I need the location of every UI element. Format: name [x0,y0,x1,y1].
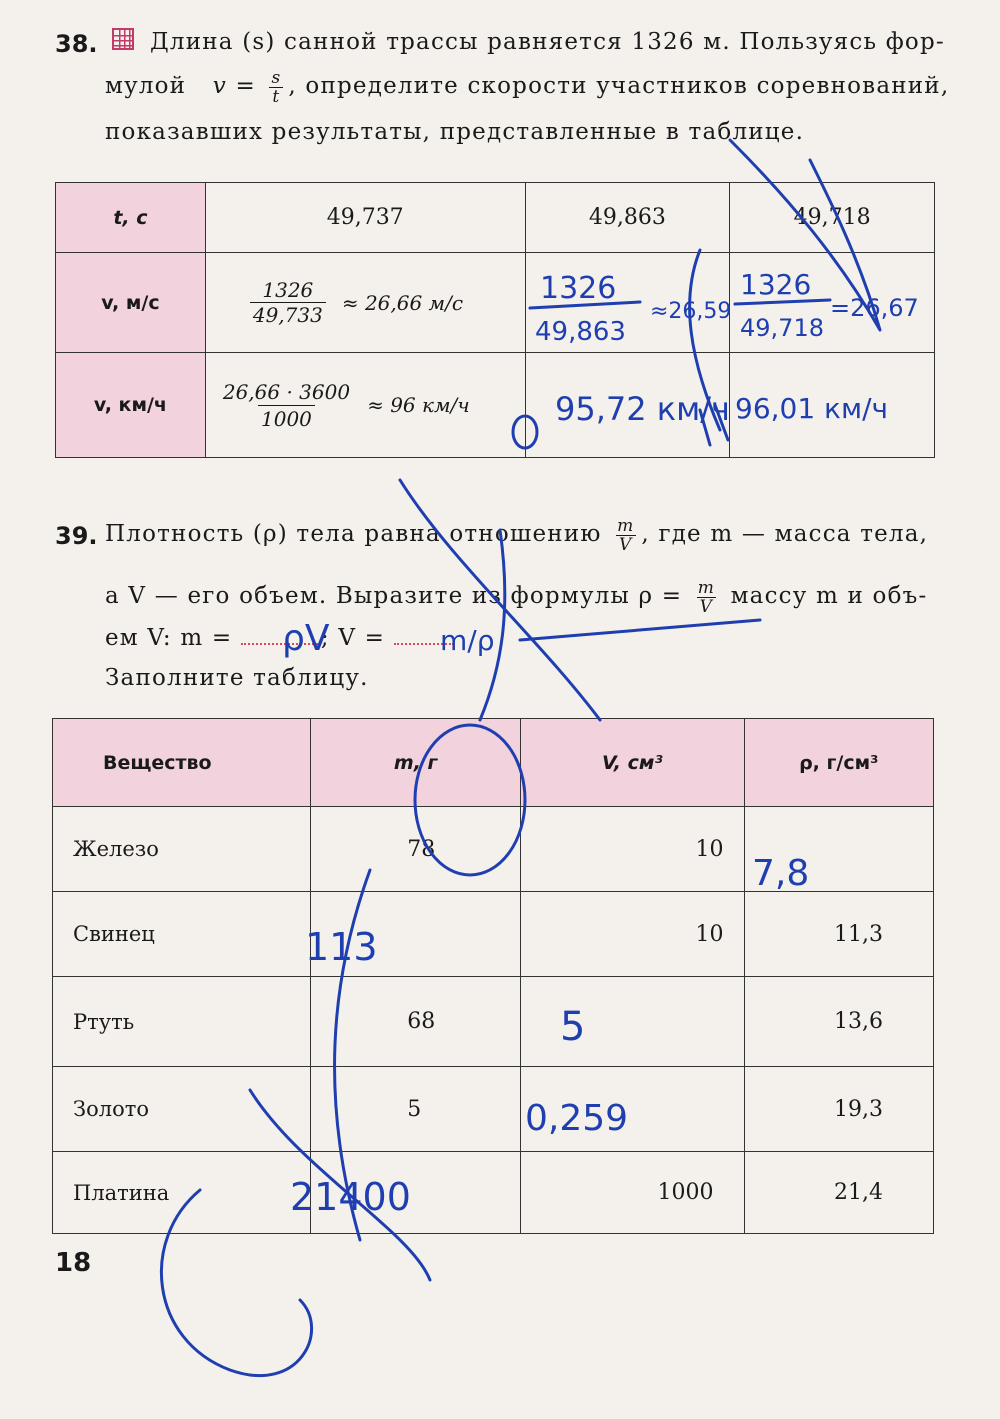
hw-kmh2: 95,72 км/ч [555,390,730,428]
substance-mercury: Ртуть [53,977,311,1067]
hw-mercury-volume: 5 [560,1004,586,1050]
formula-num: s [271,67,282,88]
density-fraction-2 [695,579,718,616]
substance-lead: Свинец [53,892,311,977]
table-row [53,1152,934,1234]
hw-ms3-result: =26,67 [830,294,919,322]
example-ms-cell [205,253,525,353]
hw-platinum-mass: 21400 [290,1175,411,1219]
task-39-line-2 [105,576,927,616]
answer-ms-3-cell [730,253,935,353]
calculator-icon [112,28,134,50]
lead-density: 11,3 [744,892,933,977]
hw-ms2-num: 1326 [540,271,617,306]
formula-den: t [269,87,283,106]
example-kmh-result: ≈ 96 км/ч [367,393,470,417]
substance-gold: Золото [53,1067,311,1152]
mercury-volume [521,977,744,1067]
task-38-line-2-post: , определите скорости участников соревнований, [288,73,950,99]
hw-lead-mass: 113 [305,925,378,969]
task-38-line-3: показавших результаты, представленные в таблице. [105,119,805,145]
task-38-line-2 [105,66,949,106]
example-kmh-fraction [220,379,353,432]
table-row [53,977,934,1067]
example-ms-result: ≈ 26,66 м/с [341,290,464,315]
task-39-line-2-pre: а V — его объем. Выразите из формулы ρ = [105,583,683,609]
answer-kmh-3-cell [730,353,935,458]
hw-m-formula: ρV [282,618,330,659]
task-39-line-2-post: массу m и объ- [730,583,928,609]
task-39-line-1 [105,514,928,554]
example-kmh-cell [205,353,525,458]
row-label-speed-ms: v, м/с [101,291,160,314]
iron-density [744,807,933,892]
task-38-line-2-pre: мулой [105,73,187,99]
header-volume: V, см³ [602,751,663,774]
formula-v-lhs: v = [212,73,256,99]
example-ms-num: 1326 [262,278,314,302]
mercury-density: 13,6 [744,977,933,1067]
answer-ms-2-cell [525,253,730,353]
platinum-density: 21,4 [744,1152,933,1234]
density-header-row [53,719,934,807]
hw-ms3-num: 1326 [740,268,812,301]
scribble-horizontal [520,620,760,640]
answer-kmh-2-cell [525,353,730,458]
platinum-mass [311,1152,521,1234]
task-39-line-3-mid: ; V = [320,625,394,651]
example-kmh-num: 26,66 · 3600 [222,379,351,404]
mercury-mass: 68 [311,977,521,1067]
row-label-time: t, с [113,206,148,229]
header-density: ρ, г/см³ [799,751,879,774]
table-row [53,1067,934,1152]
t-value-1: 49,737 [205,183,525,253]
task-39-line-1-pre: Плотность (ρ) тела равна отношению [105,521,602,547]
row-speed-ms [56,253,935,353]
row-label-speed-kmh: v, км/ч [93,394,167,416]
m-answer-blank [241,623,321,645]
t-value-2: 49,863 [525,183,730,253]
header-mass: m, г [393,751,438,774]
task-38-line-1: Длина (s) санной трассы равняется 1326 м. Пользуясь фор- [150,29,945,55]
hw-ms2-result: ≈26,59 [650,299,732,324]
hw-iron-density: 7,8 [752,853,810,894]
hw-ms2-den: 49,863 [535,317,626,347]
hw-ms3-den: 49,718 [740,314,824,342]
density-table [52,718,934,1234]
density-frac-num: m [617,515,635,536]
hw-kmh3: 96,01 км/ч [735,392,889,425]
lead-volume: 10 [521,892,744,977]
example-ms-den: 49,733 [250,302,326,327]
speed-table [55,182,935,458]
formula-s-over-t [268,69,284,106]
task-39-number: 39. [55,522,98,550]
hw-v-formula: m/ρ [440,624,495,657]
t-value-3: 49,718 [730,183,935,253]
density-fraction [614,517,637,554]
table-row [53,807,934,892]
density-frac-den: V [616,535,635,554]
task-39-line-1-post: , где m — масса тела, [641,521,929,547]
gold-density: 19,3 [744,1067,933,1152]
row-time [56,183,935,253]
lead-mass [311,892,521,977]
header-substance: Вещество [53,719,311,807]
task-39-line-4: Заполните таблицу. [105,665,369,691]
task-39-line-3 [105,618,454,658]
density-frac-2-den: V [697,597,716,616]
page-number: 18 [55,1248,92,1278]
task-39-line-3-text: ем V: m = [105,625,241,651]
v-answer-blank [394,623,454,645]
density-frac-2-num: m [697,577,716,598]
table-row [53,892,934,977]
scribble-diagonal-2 [480,530,505,720]
substance-platinum: Платина [53,1152,311,1234]
row-speed-kmh [56,353,935,458]
task-38-number: 38. [55,30,98,58]
iron-mass: 78 [311,807,521,892]
gold-volume [521,1067,744,1152]
substance-iron: Железо [53,807,311,892]
platinum-volume: 1000 [521,1152,744,1234]
gold-mass: 5 [311,1067,521,1152]
example-ms-fraction [250,278,326,327]
example-kmh-den: 1000 [258,405,315,432]
iron-volume: 10 [521,807,744,892]
hw-gold-volume: 0,259 [525,1098,629,1139]
